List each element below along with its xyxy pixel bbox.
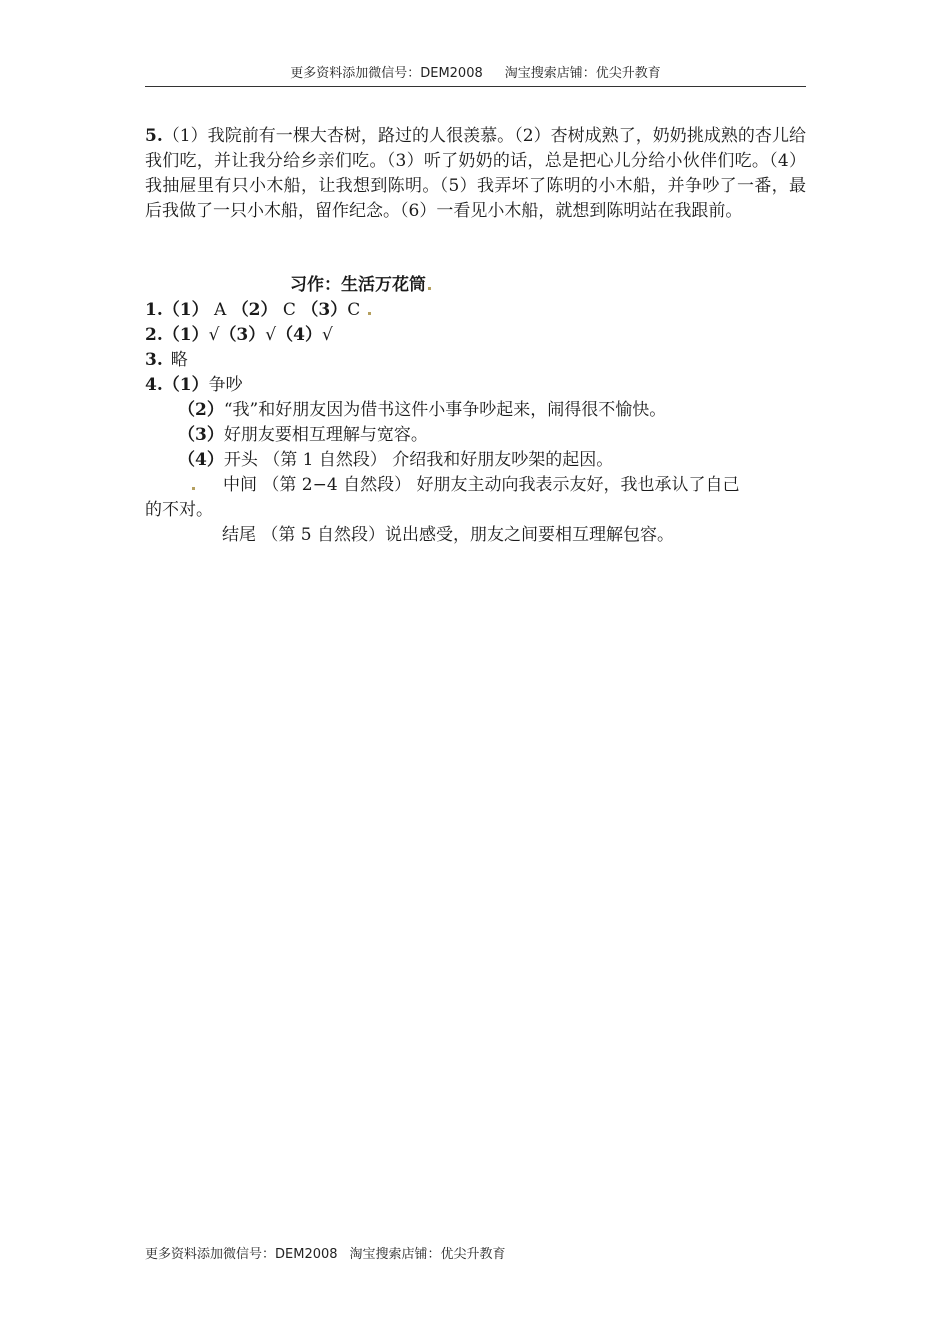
answer-5-text: （1）我院前有一棵大杏树，路过的人很羡慕。（2）杏树成熟了，奶奶挑成熟的杏儿给我们吃，并让我分给乡亲们吃。（3）听了奶奶的话，总是把心儿分给小伙伴们吃。（4）我抽屉里有只小木船，让我想到陈明。（5）我弄坏了陈明的小木船，并争吵了一番，最后我做了一只小木船，留作纪念。（6）一看见小木船，就想到陈明站在我跟前。 [145,126,806,221]
answer-4-row: 4.（1）争吵 [145,375,243,395]
answer-1-row: 1.（1） A （2） C （3）C [145,298,371,323]
decorative-dot [192,487,195,490]
answer-4-middle: 中间 （第 2−4 自然段） 好朋友主动向我表示友好，我也承认了自己 [190,473,740,498]
answer-4-sub-2: （2）“我”和好朋友因为借书这件小事争吵起来，闹得很不愉快。 [178,400,667,420]
decorative-dot [368,312,371,315]
page-footer [145,1245,506,1265]
footer-wechat-text: 更多资料添加微信号：DEM2008 [145,1247,338,1262]
page-header [145,64,806,87]
answer-4-middle-cont: 的不对。 [145,500,213,520]
answer-5-number: 5. [145,126,163,146]
footer-shop-text: 淘宝搜索店铺：优尖升教育 [349,1247,506,1262]
answer-2-row: 2.（1）√（3）√（4）√ [145,325,333,345]
answer-5-paragraph [145,124,806,224]
answer-3-row: 3. 略 [145,350,188,370]
header-wechat-text: 更多资料添加微信号：DEM2008 [290,66,483,81]
answer-4-ending: 结尾 （第 5 自然段）说出感受，朋友之间要相互理解包容。 [222,525,675,545]
section-title: 习作：生活万花筒 [290,273,431,298]
header-shop-text: 淘宝搜索店铺：优尖升教育 [504,66,661,81]
decorative-dot [428,287,431,290]
answer-4-sub-4: （4）开头 （第 1 自然段） 介绍我和好朋友吵架的起因。 [178,450,614,470]
answer-4-sub-3: （3）好朋友要相互理解与宽容。 [178,425,428,445]
